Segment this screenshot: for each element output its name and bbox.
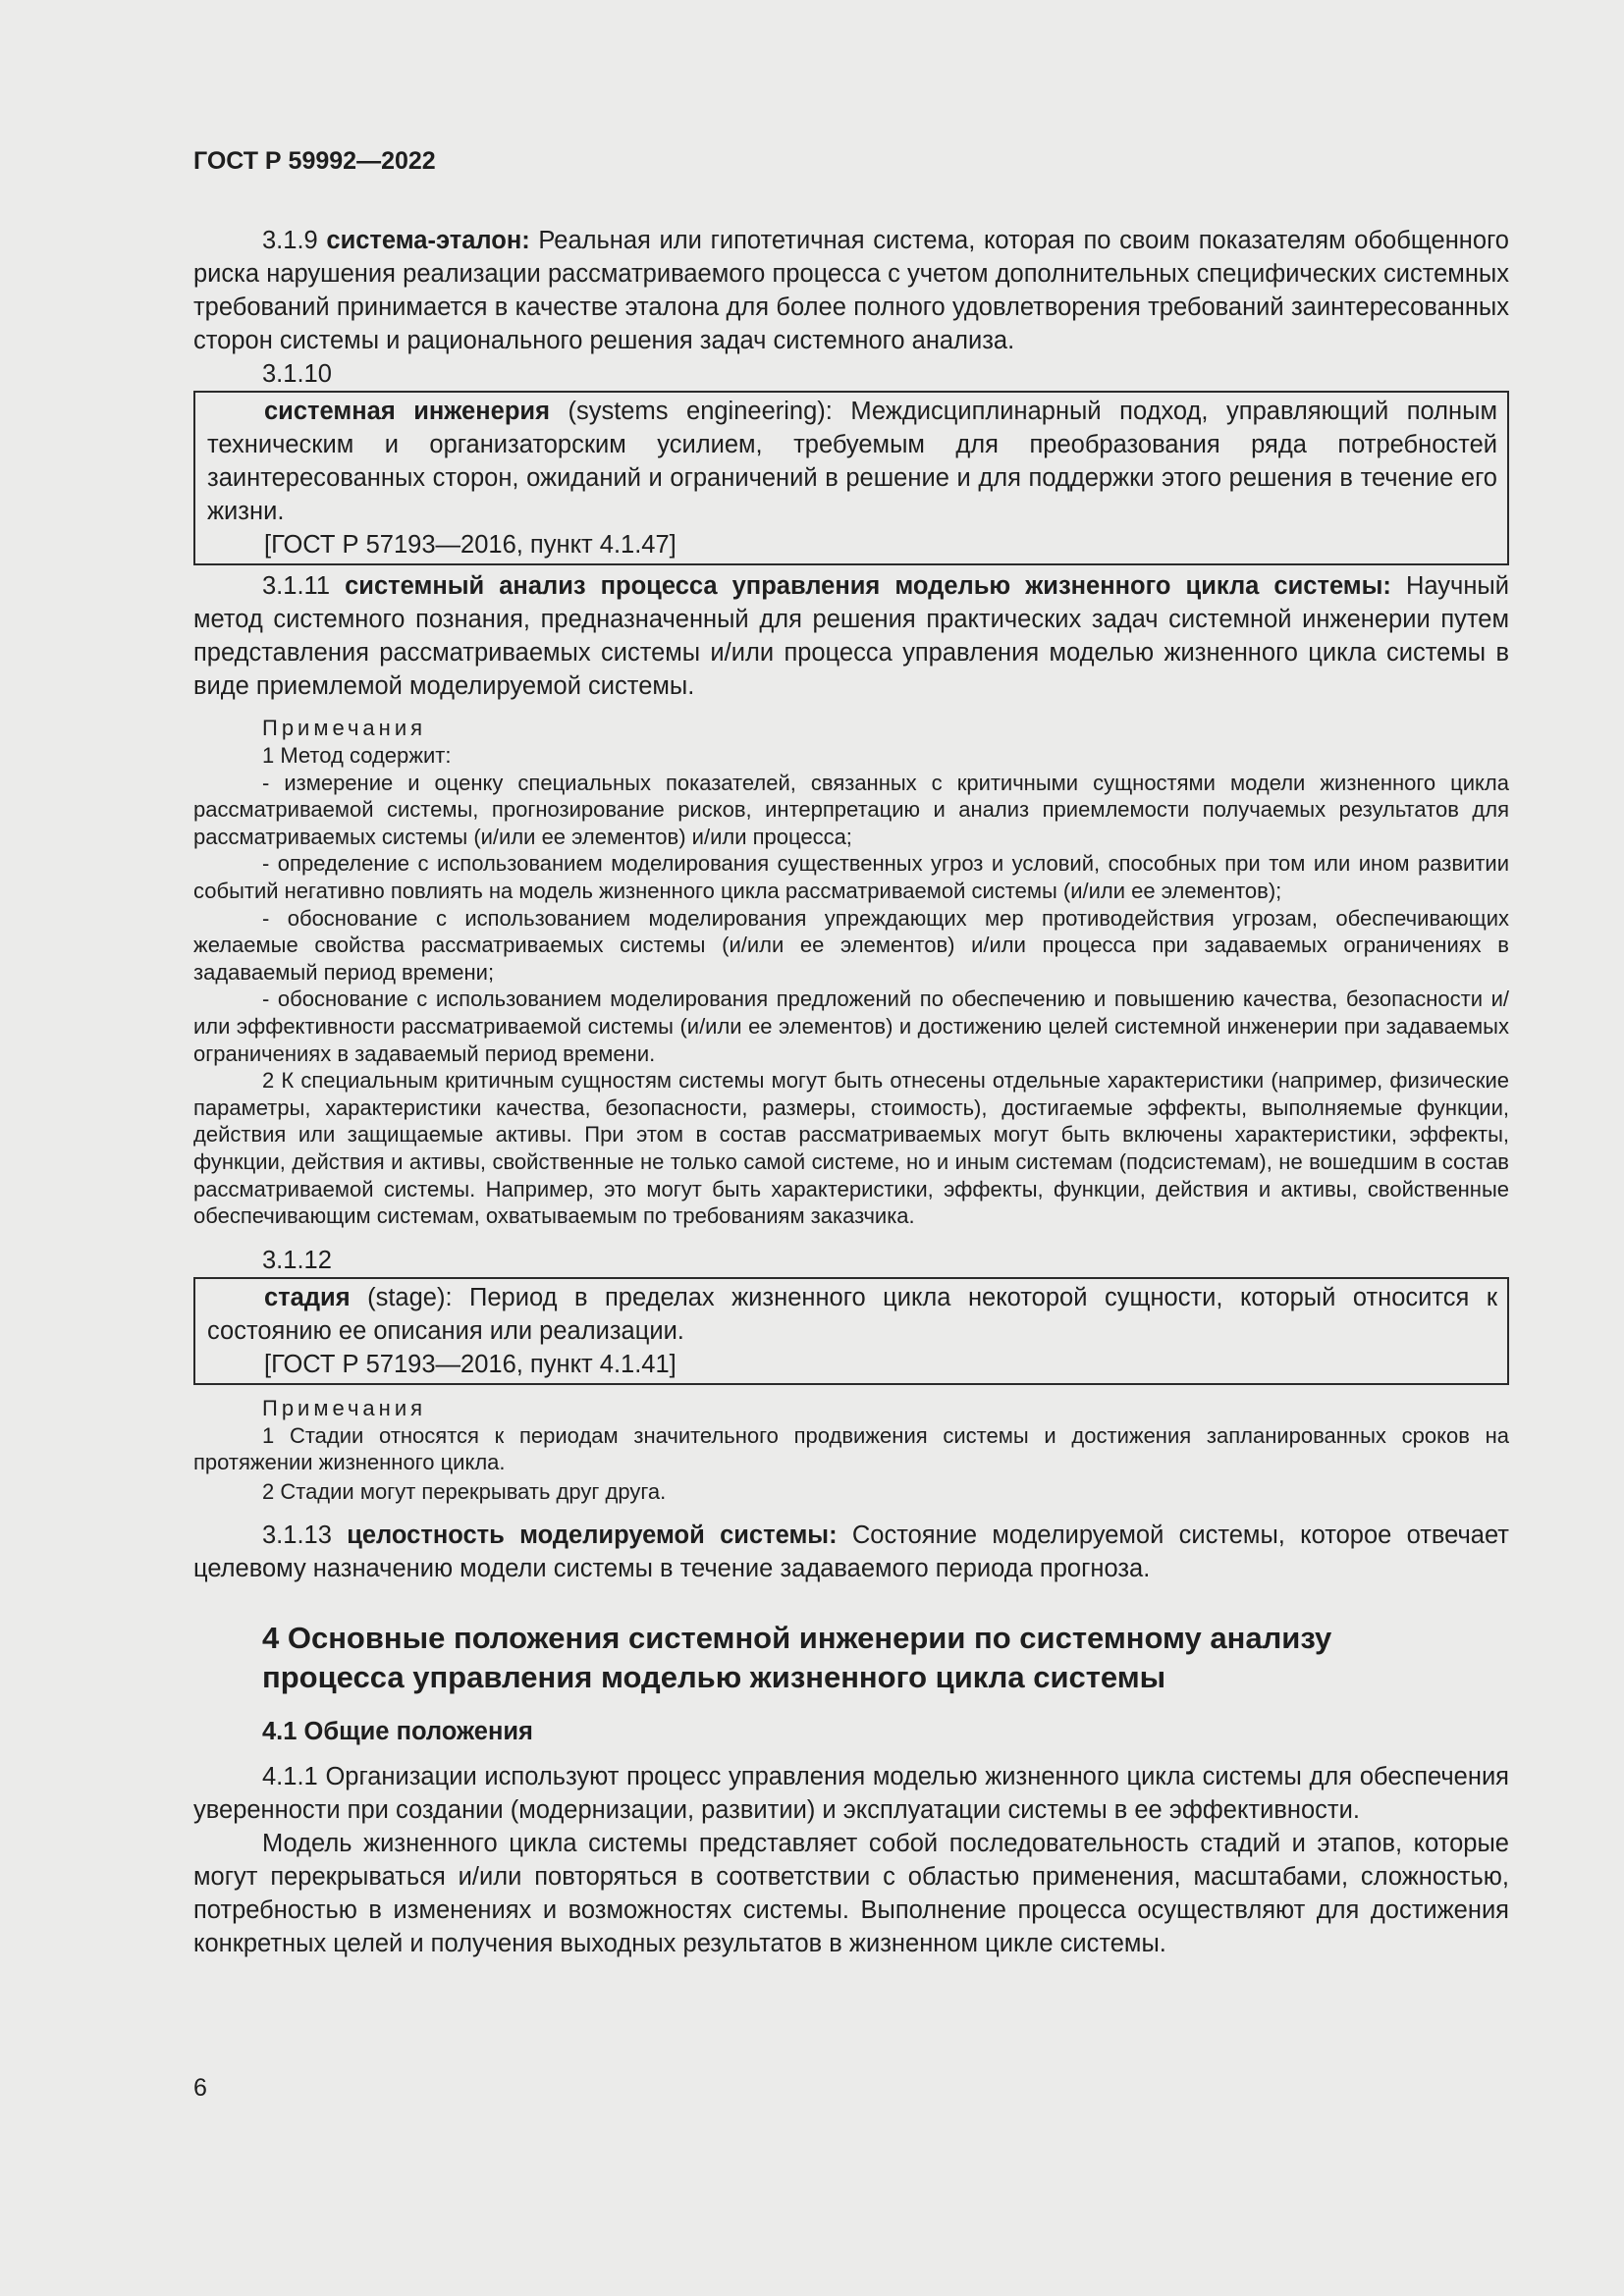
clause-number: 3.1.13 xyxy=(262,1522,332,1550)
notes-title: Примечания xyxy=(262,1395,427,1420)
clause-text: Научный метод системного познания, предназначенный для решения практических задач системной инженерии путем представления рассматриваемых системы и/или процесса управления моделью жизненного цикла системы в виде приемлемой моделируемой системы. xyxy=(193,572,1510,700)
paragraph-4-1-1: 4.1.1 Организации используют процесс управления моделью жизненного цикла системы для обеспечения уверенности при создании (модернизации, развитии) и эксплуатации системы в ее эффективности. xyxy=(193,1763,1509,1825)
note-item: - обоснование с использованием моделирования предложений по обеспечению и повышению качества, безопасности и/или эффективности рассматриваемой системы (и/или ее элементов) и достижению целей системной инженерии при задаваемых ограничениях в задаваемый период времени. xyxy=(193,987,1509,1066)
section-title-line: 4 Основные положения системной инженерии по системному анализу xyxy=(262,1621,1332,1656)
definition-text xyxy=(207,395,1497,528)
definition-term: стадия xyxy=(264,1283,351,1311)
note-item: - обоснование с использованием моделирования упреждающих мер противодействия угрозам, обеспечивающих желаемые свойства рассматриваемых системы (и/или ее элементов) и/или процесса при задаваемых ограничениях в задаваемый период времени; xyxy=(193,905,1509,985)
page-number: 6 xyxy=(193,2074,207,2102)
note-item: 2 К специальным критичным сущностям системы могут быть отнесены отдельные характеристики (например, физические параметры, характеристики качества, безопасности, размеры, стоимость), достигаемые эффекты, выполняемые функции, действия или защищаемые активы. При этом в состав рассматриваемых могут быть включены характеристики, эффекты, функции, действия и активы, свойственные не только самой системе, но и иным системам (подсистемам), не вошедшим в состав рассматриваемой системы. Например, это могут быть характеристики, эффекты, функции, действия и активы, свойственные обеспечивающим системам, охватываемым по требованиям заказчика. xyxy=(193,1068,1509,1229)
paragraph-model: Модель жизненного цикла системы представляет собой последовательность стадий и этапов, которые могут перекрываться и/или повторяться в соответствии с областью применения, масштабами, сложностью, потребностью в изменениях и возможностях системы. Выполнение процесса осуществляют для достижения конкретных целей и получения выходных результатов в жизненном цикле системы. xyxy=(193,1830,1509,1958)
clause-3-1-11 xyxy=(193,569,1509,703)
clause-term: системный анализ процесса управления моделью жизненного цикла системы: xyxy=(345,572,1391,600)
definition-reference: [ГОСТ Р 57193—2016, пункт 4.1.41] xyxy=(264,1350,677,1378)
definition-reference: [ГОСТ Р 57193—2016, пункт 4.1.47] xyxy=(264,531,677,559)
clause-3-1-13 xyxy=(193,1519,1509,1585)
definition-body: (stage): Период в пределах жизненного цикла некоторой сущности, который относится к состоянию ее описания или реализации. xyxy=(207,1283,1497,1345)
clause-term: система-эталон: xyxy=(326,227,530,254)
clause-text: Реальная или гипотетичная система, которая по своим показателям обобщенного риска нарушения реализации рассматриваемого процесса с учетом дополнительных специфических системных требований принимается в качестве эталона для более полного удовлетворения требований заинтересованных сторон системы и рационального решения задач системного анализа. xyxy=(193,227,1509,354)
clause-number-3-1-10: 3.1.10 xyxy=(262,360,332,388)
clause-3-1-9 xyxy=(193,224,1509,357)
section-title xyxy=(262,1619,1509,1697)
definition-text xyxy=(207,1281,1497,1348)
note-item: 1 Метод содержит: xyxy=(262,743,452,768)
definition-box-3-1-10 xyxy=(193,391,1509,565)
content-column xyxy=(193,224,1509,1960)
definition-box-3-1-12 xyxy=(193,1277,1509,1385)
clause-number: 3.1.9 xyxy=(262,227,318,254)
notes-title: Примечания xyxy=(262,716,427,740)
definition-term: системная инженерия xyxy=(264,398,550,425)
definition-body: (systems engineering): Междисциплинарный подход, управляющий полным техническим и организаторским усилием, требуемым для преобразования ряда потребностей заинтересованных сторон, ожиданий и ограничений в решение и для поддержки этого решения в течение его жизни. xyxy=(207,398,1497,525)
document-header: ГОСТ Р 59992—2022 xyxy=(193,147,436,175)
clause-number: 3.1.11 xyxy=(262,572,331,600)
note-item: - определение с использованием моделирования существенных угроз и условий, способных при том или ином развитии событий негативно повлиять на модель жизненного цикла рассматриваемой системы (и/или ее элементов); xyxy=(193,851,1509,903)
section-title-line: процесса управления моделью жизненного цикла системы xyxy=(262,1660,1166,1695)
clause-text: Состояние моделируемой системы, которое отвечает целевому назначению модели системы в течение задаваемого периода прогноза. xyxy=(193,1522,1509,1583)
note-item: 2 Стадии могут перекрывать друг друга. xyxy=(262,1478,667,1504)
note-item: - измерение и оценку специальных показателей, связанных с критичными сущностями модели жизненного цикла рассматриваемой системы, прогнозирование рисков, интерпретацию и анализ приемлемости получаемых результатов для рассматриваемых системы (и/или ее элементов) и/или процесса; xyxy=(193,770,1509,849)
subsection-title: 4.1 Общие положения xyxy=(262,1718,533,1746)
clause-number-3-1-12: 3.1.12 xyxy=(262,1246,332,1274)
clause-term: целостность моделируемой системы: xyxy=(347,1522,838,1550)
note-item: 1 Стадии относятся к периодам значительного продвижения системы и достижения запланированных сроков на протяжении жизненного цикла. xyxy=(193,1422,1509,1475)
